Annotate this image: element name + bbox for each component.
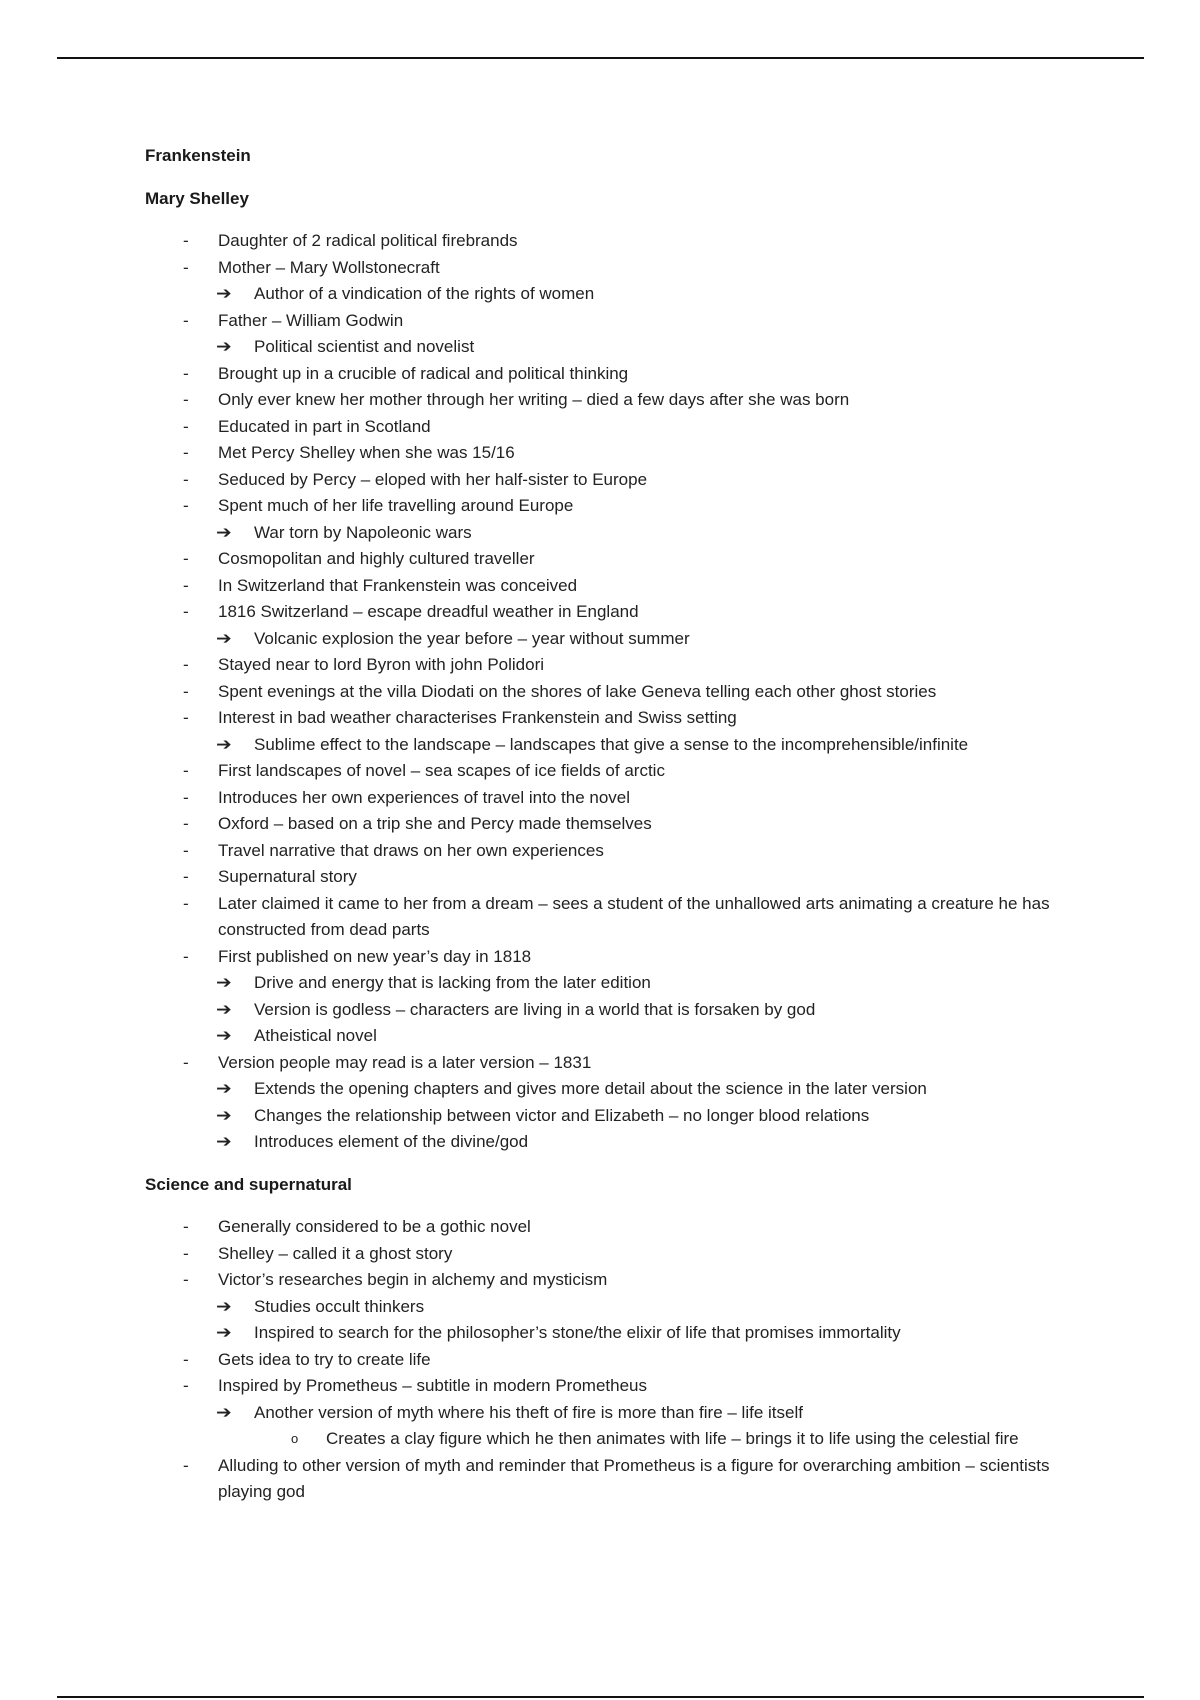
list-item [145, 1294, 1085, 1321]
dash-bullet-icon: - [183, 1349, 189, 1369]
list-item-text: War torn by Napoleonic wars [254, 522, 472, 542]
list-item-text: Inspired to search for the philosopher’s stone/the elixir of life that promises immortality [254, 1323, 901, 1342]
list-item [145, 1267, 1085, 1294]
list-item [145, 1241, 1085, 1268]
dash-bullet-icon: - [183, 1455, 189, 1475]
arrow-bullet-icon: ➔ [216, 1402, 232, 1422]
list-item-text: Spent evenings at the villa Diodati on the shores of lake Geneva telling each other ghost stories [218, 681, 937, 701]
list-item-text: Father – William Godwin [218, 310, 404, 330]
dash-bullet-icon: - [183, 655, 189, 674]
dash-bullet-icon: - [183, 946, 189, 966]
list-item-text: Met Percy Shelley when she was 15/16 [218, 443, 515, 462]
list-item-text: Drive and energy that is lacking from the later edition [254, 973, 651, 992]
list-item-text: Generally considered to be a gothic novel [218, 1217, 531, 1236]
list-item-text: First landscapes of novel – sea scapes of ice fields of arctic [218, 761, 665, 780]
list-item [145, 838, 1085, 865]
dash-bullet-icon: - [183, 1243, 189, 1263]
document-title: Frankenstein [145, 146, 251, 165]
section-heading: Science and supernatural [145, 1174, 352, 1194]
list-item-text: Only ever knew her mother through her writing – died a few days after she was born [218, 390, 850, 409]
list-item [145, 255, 1085, 282]
dash-bullet-icon: - [183, 867, 189, 886]
list-item-text: Volcanic explosion the year before – year without summer [254, 628, 690, 648]
list-item-text: Version is godless – characters are living in a world that is forsaken by god [254, 999, 816, 1019]
list-item-text: Version people may read is a later version – 1831 [218, 1052, 592, 1072]
dash-bullet-icon: - [183, 814, 189, 833]
list-item-text: Sublime effect to the landscape – landscapes that give a sense to the incomprehensible/infinite [254, 734, 969, 754]
list-item [145, 228, 1085, 255]
arrow-bullet-icon: ➔ [216, 734, 232, 754]
list-item-text: Alluding to other version of myth and reminder that Prometheus is a figure for overarching ambition – scientists playing god [218, 1455, 1050, 1501]
list-item-text: Studies occult thinkers [254, 1296, 425, 1316]
list-item [145, 1426, 1085, 1453]
bullet-list [145, 228, 1085, 1156]
arrow-bullet-icon: ➔ [216, 1105, 232, 1125]
list-item [145, 1373, 1085, 1400]
list-item [145, 1400, 1085, 1427]
list-item-text: Brought up in a crucible of radical and political thinking [218, 363, 629, 383]
list-item [145, 467, 1085, 494]
list-item [145, 811, 1085, 838]
dash-bullet-icon: - [183, 602, 189, 621]
circle-bullet-icon: o [291, 1431, 299, 1446]
list-item-text: Educated in part in Scotland [218, 416, 431, 436]
list-item-text: Author of a vindication of the rights of women [254, 284, 595, 303]
dash-bullet-icon: - [183, 708, 189, 727]
list-item [145, 1103, 1085, 1130]
list-item-text: Spent much of her life travelling around Europe [218, 496, 574, 515]
list-item-text: Stayed near to lord Byron with john Polidori [218, 655, 545, 674]
list-item [145, 1453, 1085, 1506]
list-item [145, 573, 1085, 600]
dash-bullet-icon: - [183, 761, 189, 780]
list-item [145, 599, 1085, 626]
list-item-text: Another version of myth where his theft of fire is more than fire – life itself [254, 1402, 803, 1422]
document-body [145, 143, 1085, 1522]
list-item-text: In Switzerland that Frankenstein was conceived [218, 575, 578, 595]
list-item [145, 1050, 1085, 1077]
list-item [145, 785, 1085, 812]
arrow-bullet-icon: ➔ [216, 522, 232, 542]
dash-bullet-icon: - [183, 310, 189, 330]
arrow-bullet-icon: ➔ [216, 628, 232, 648]
list-item-text: Political scientist and novelist [254, 337, 475, 356]
list-item-text: Daughter of 2 radical political firebrands [218, 231, 518, 250]
dash-bullet-icon: - [183, 787, 189, 807]
list-item-text: Later claimed it came to her from a dream – sees a student of the unhallowed arts animating a creature he has constructed from dead parts [218, 893, 1050, 939]
arrow-bullet-icon: ➔ [216, 999, 232, 1019]
section-heading: Mary Shelley [145, 188, 249, 208]
list-item-text: Changes the relationship between victor and Elizabeth – no longer blood relations [254, 1105, 870, 1125]
list-item [145, 944, 1085, 971]
dash-bullet-icon: - [183, 443, 189, 462]
list-item [145, 652, 1085, 679]
dash-bullet-icon: - [183, 1052, 189, 1072]
bullet-list [145, 1214, 1085, 1506]
list-item-text: Mother – Mary Wollstonecraft [218, 257, 440, 277]
dash-bullet-icon: - [183, 257, 189, 277]
list-item-text: Introduces element of the divine/god [254, 1132, 529, 1151]
list-item [145, 1347, 1085, 1374]
list-item-text: Victor’s researches begin in alchemy and mysticism [218, 1270, 608, 1289]
dash-bullet-icon: - [183, 1217, 189, 1236]
header-rule [57, 57, 1144, 59]
list-item-text: Travel narrative that draws on her own experiences [218, 840, 604, 860]
list-item-text: Supernatural story [218, 867, 357, 886]
list-item [145, 732, 1085, 759]
dash-bullet-icon: - [183, 496, 189, 515]
dash-bullet-icon: - [183, 1376, 189, 1395]
list-item [145, 1076, 1085, 1103]
dash-bullet-icon: - [183, 549, 189, 568]
list-item-text: Oxford – based on a trip she and Percy made themselves [218, 814, 652, 833]
list-item [145, 891, 1085, 944]
list-item-text: First published on new year’s day in 1818 [218, 946, 532, 966]
list-item [145, 281, 1085, 308]
list-item-text: Shelley – called it a ghost story [218, 1243, 453, 1263]
list-item [145, 414, 1085, 441]
list-item [145, 361, 1085, 388]
list-item [145, 493, 1085, 520]
arrow-bullet-icon: ➔ [216, 1079, 232, 1098]
list-item-text: Extends the opening chapters and gives more detail about the science in the later version [254, 1079, 927, 1098]
list-item-text: Cosmopolitan and highly cultured traveller [218, 549, 535, 568]
list-item-text: Seduced by Percy – eloped with her half-sister to Europe [218, 469, 648, 489]
dash-bullet-icon: - [183, 575, 189, 595]
arrow-bullet-icon: ➔ [216, 973, 232, 992]
arrow-bullet-icon: ➔ [216, 284, 232, 303]
list-item [145, 864, 1085, 891]
list-item [145, 1214, 1085, 1241]
dash-bullet-icon: - [183, 416, 189, 436]
list-item [145, 1023, 1085, 1050]
list-item [145, 626, 1085, 653]
list-item [145, 679, 1085, 706]
dash-bullet-icon: - [183, 1270, 189, 1289]
document-sections [145, 186, 1085, 1506]
list-item [145, 546, 1085, 573]
list-item-text: Atheistical novel [254, 1026, 377, 1045]
list-item [145, 334, 1085, 361]
footer-rule [57, 1696, 1144, 1698]
list-item-text: Interest in bad weather characterises Frankenstein and Swiss setting [218, 708, 737, 727]
list-item [145, 1129, 1085, 1156]
arrow-bullet-icon: ➔ [216, 1132, 232, 1151]
list-item [145, 440, 1085, 467]
dash-bullet-icon: - [183, 469, 189, 489]
list-item-text: Introduces her own experiences of travel into the novel [218, 787, 631, 807]
list-item-text: Gets idea to try to create life [218, 1349, 431, 1369]
list-item [145, 997, 1085, 1024]
list-item [145, 758, 1085, 785]
list-item [145, 705, 1085, 732]
arrow-bullet-icon: ➔ [216, 1296, 232, 1316]
arrow-bullet-icon: ➔ [216, 1323, 232, 1342]
dash-bullet-icon: - [183, 681, 189, 701]
dash-bullet-icon: - [183, 390, 189, 409]
list-item [145, 1320, 1085, 1347]
arrow-bullet-icon: ➔ [216, 337, 232, 356]
dash-bullet-icon: - [183, 840, 189, 860]
dash-bullet-icon: - [183, 231, 189, 250]
list-item-text: Creates a clay figure which he then animates with life – brings it to life using the celestial fire [326, 1429, 1019, 1448]
list-item [145, 387, 1085, 414]
arrow-bullet-icon: ➔ [216, 1026, 232, 1045]
dash-bullet-icon: - [183, 363, 189, 383]
list-item [145, 308, 1085, 335]
list-item-text: Inspired by Prometheus – subtitle in modern Prometheus [218, 1376, 648, 1395]
dash-bullet-icon: - [183, 893, 189, 913]
list-item [145, 520, 1085, 547]
list-item [145, 970, 1085, 997]
list-item-text: 1816 Switzerland – escape dreadful weather in England [218, 602, 639, 621]
